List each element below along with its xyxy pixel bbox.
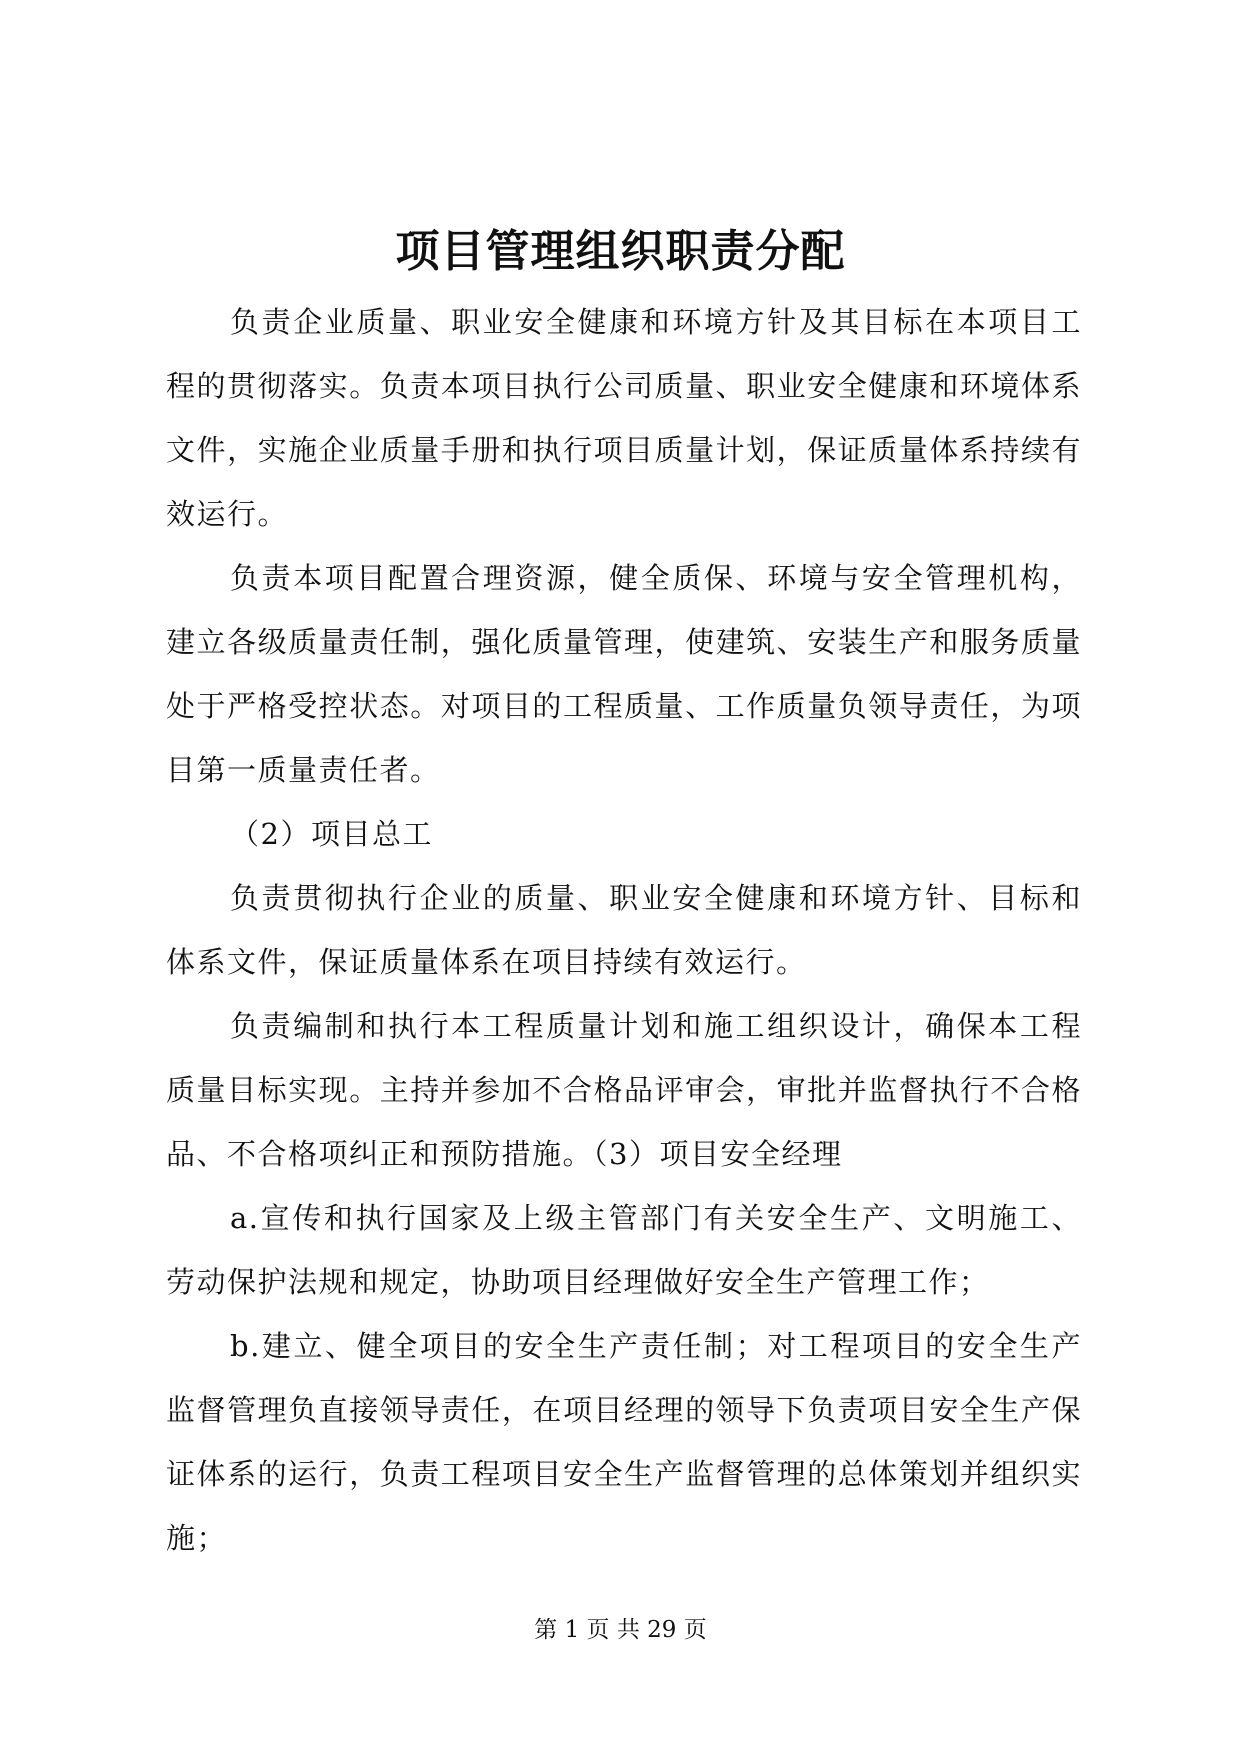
- page-footer: 第 1 页 共 29 页: [534, 1617, 707, 1643]
- document-title: 项目管理组织职责分配: [395, 226, 846, 277]
- paragraph-3: 负责贯彻执行企业的质量、职业安全健康和环境方针、目标和体系文件，保证质量体系在项目持续有效运行。: [166, 881, 1082, 979]
- document-body: [166, 290, 1082, 1570]
- paragraph-5: a.宣传和执行国家及上级主管部门有关安全生产、文明施工、劳动保护法规和规定，协助项目经理做好安全生产管理工作；: [166, 1201, 1082, 1299]
- section-heading-chief-engineer: （2）项目总工: [230, 817, 433, 851]
- paragraph-1: 负责企业质量、职业安全健康和环境方针及其目标在本项目工程的贯彻落实。负责本项目执行公司质量、职业安全健康和环境体系文件，实施企业质量手册和执行项目质量计划，保证质量体系持续有效运行。: [166, 305, 1082, 531]
- paragraph-4: 负责编制和执行本工程质量计划和施工组织设计，确保本工程质量目标实现。主持并参加不合格品评审会，审批并监督执行不合格品、不合格项纠正和预防措施。（3）项目安全经理: [166, 1009, 1082, 1171]
- paragraph-6: b.建立、健全项目的安全生产责任制；对工程项目的安全生产监督管理负直接领导责任，在项目经理的领导下负责项目安全生产保证体系的运行，负责工程项目安全生产监督管理的总体策划并组织实施；: [166, 1329, 1082, 1555]
- paragraph-2: 负责本项目配置合理资源，健全质保、环境与安全管理机构，建立各级质量责任制，强化质量管理，使建筑、安装生产和服务质量处于严格受控状态。对项目的工程质量、工作质量负领导责任，为项目第一质量责任者。: [166, 561, 1082, 787]
